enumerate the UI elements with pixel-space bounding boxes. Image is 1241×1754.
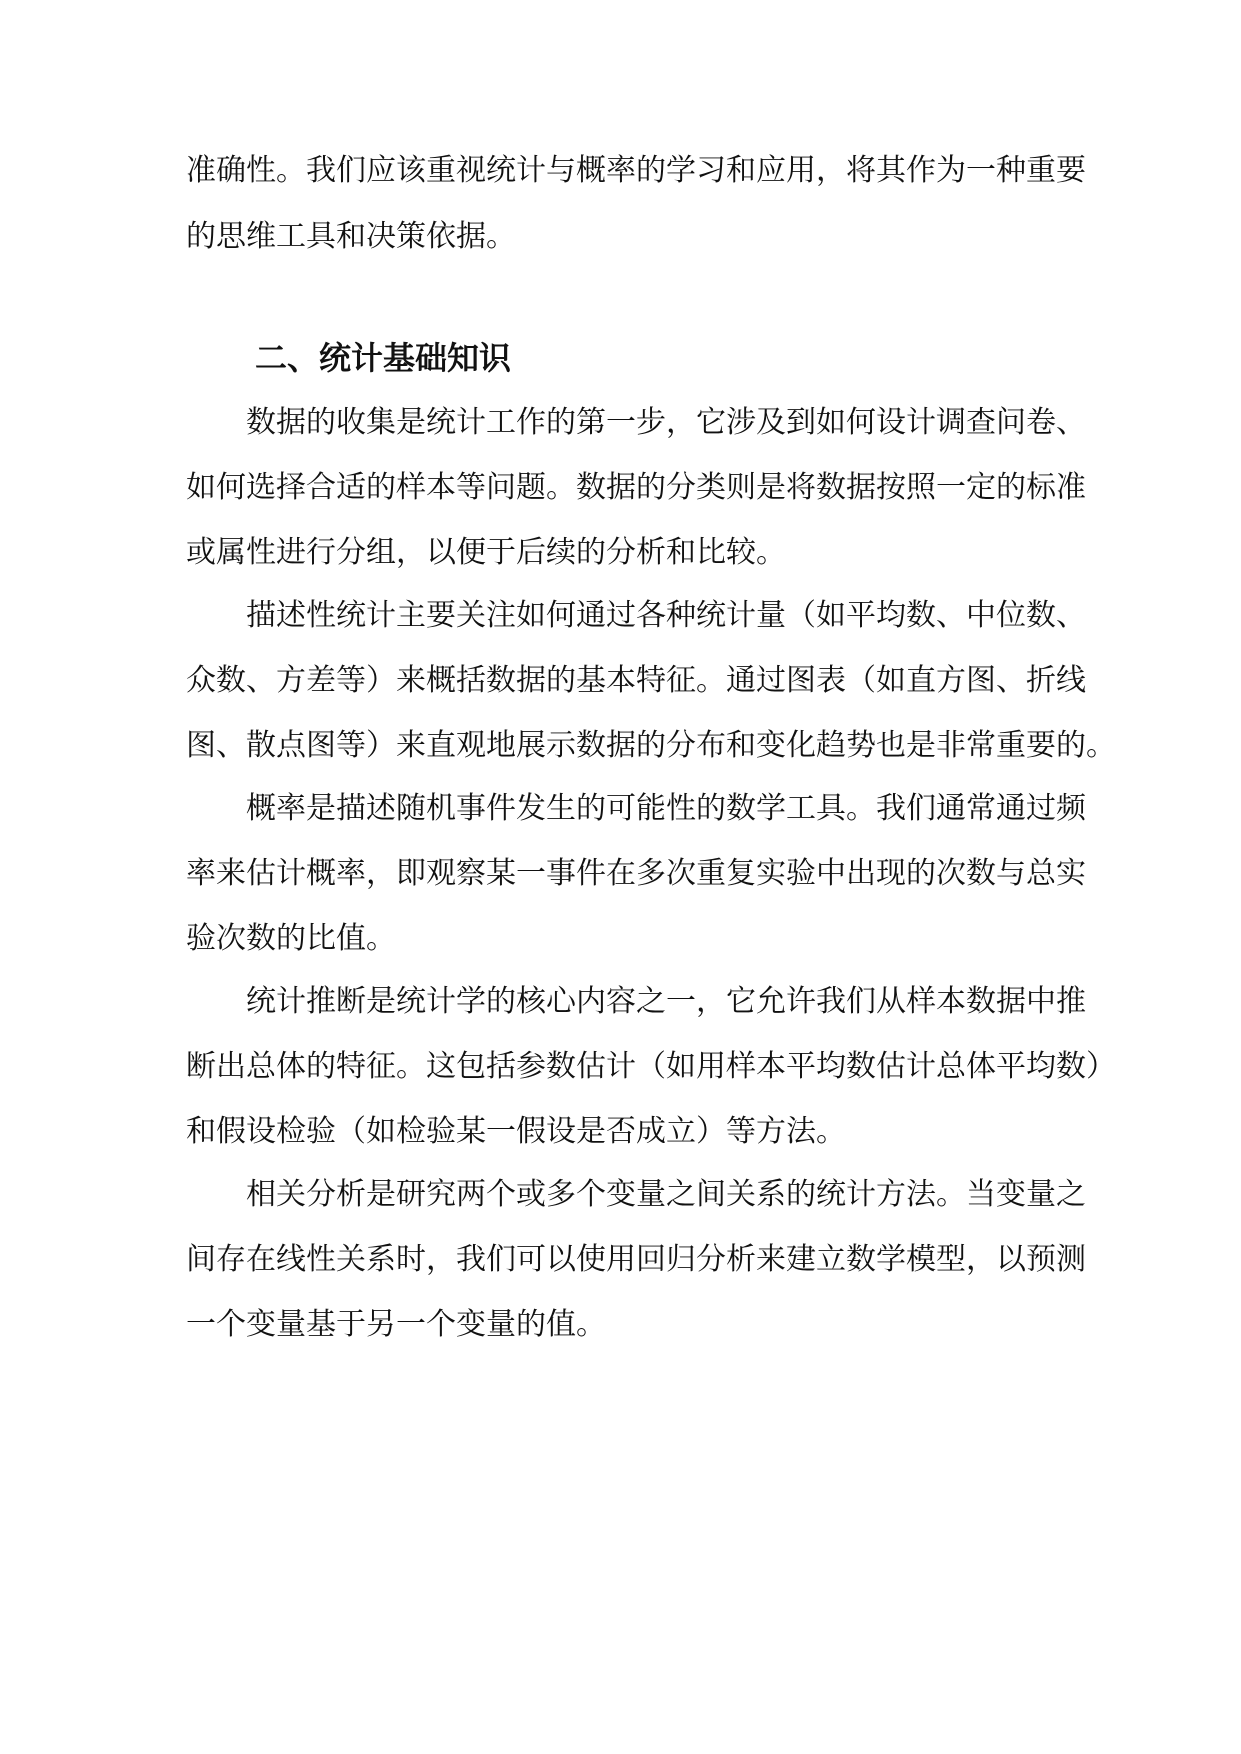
paragraph-4-line-1: 统计推断是统计学的核心内容之一，它允许我们从样本数据中推 [246, 984, 1086, 1019]
paragraph-4-line-2: 断出总体的特征。这包括参数估计（如用样本平均数估计总体平均数） [186, 1049, 1116, 1084]
paragraph-5-line-3: 一个变量基于另一个变量的值。 [186, 1307, 606, 1342]
paragraph-1-line-1: 数据的收集是统计工作的第一步，它涉及到如何设计调查问卷、 [246, 405, 1086, 440]
paragraph-2-line-3: 图、散点图等）来直观地展示数据的分布和变化趋势也是非常重要的。 [186, 728, 1116, 763]
paragraph-2-line-2: 众数、方差等）来概括数据的基本特征。通过图表（如直方图、折线 [186, 663, 1086, 698]
intro-line-1: 准确性。我们应该重视统计与概率的学习和应用，将其作为一种重要 [186, 153, 1086, 188]
paragraph-4-line-3: 和假设检验（如检验某一假设是否成立）等方法。 [186, 1114, 846, 1149]
section-title: 二、统计基础知识 [255, 339, 512, 377]
paragraph-3-line-1: 概率是描述随机事件发生的可能性的数学工具。我们通常通过频 [246, 791, 1086, 826]
paragraph-2-line-1: 描述性统计主要关注如何通过各种统计量（如平均数、中位数、 [246, 598, 1086, 633]
paragraph-5-line-1: 相关分析是研究两个或多个变量之间关系的统计方法。当变量之 [246, 1177, 1086, 1212]
paragraph-1-line-3: 或属性进行分组，以便于后续的分析和比较。 [186, 535, 786, 570]
paragraph-3-line-2: 率来估计概率，即观察某一事件在多次重复实验中出现的次数与总实 [186, 856, 1086, 891]
intro-line-2: 的思维工具和决策依据。 [186, 219, 516, 254]
paragraph-3-line-3: 验次数的比值。 [186, 921, 396, 956]
paragraph-1-line-2: 如何选择合适的样本等问题。数据的分类则是将数据按照一定的标准 [186, 470, 1086, 505]
paragraph-5-line-2: 间存在线性关系时，我们可以使用回归分析来建立数学模型，以预测 [186, 1242, 1086, 1277]
